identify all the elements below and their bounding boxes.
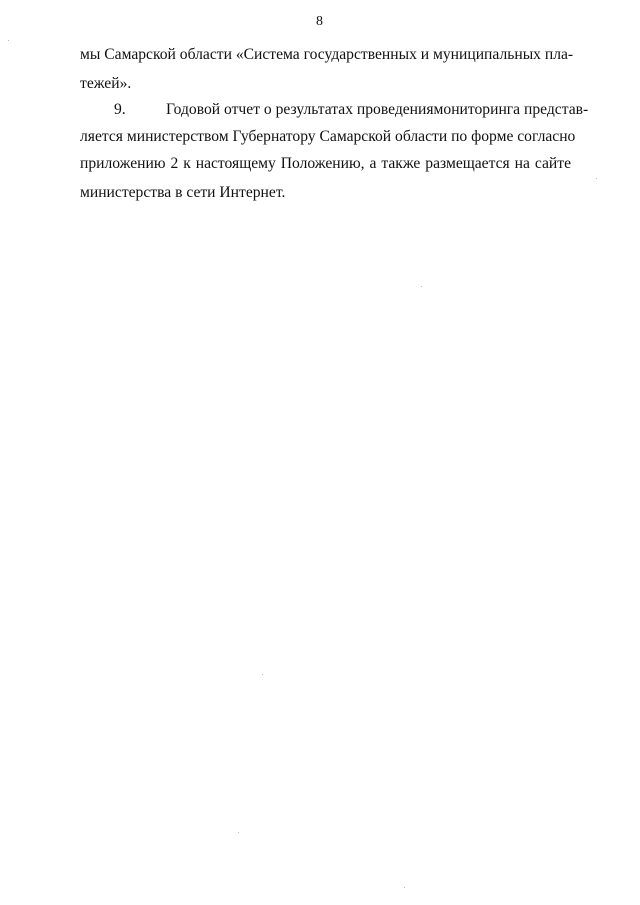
scan-speck xyxy=(262,674,263,675)
text-line: приложению 2 к настоящему Положению, а также размещается на сайте xyxy=(80,155,571,172)
text-line: министерства в сети Интернет. xyxy=(80,184,286,201)
text-line: тежей». xyxy=(80,75,132,92)
scan-speck xyxy=(596,178,597,179)
text-line: Годовой отчет о результатах проведениямониторинга представ- xyxy=(166,101,589,118)
text-line: мы Самарской области «Система государственных и муниципальных пла- xyxy=(80,46,574,63)
text-line: ляется министерством Губернатору Самарской области по форме согласно xyxy=(80,128,576,145)
scan-speck xyxy=(238,832,239,833)
scan-speck xyxy=(404,887,405,888)
paragraph-9-first-line xyxy=(80,100,589,120)
scan-speck xyxy=(8,40,9,41)
paragraph-number: 9. xyxy=(114,101,126,118)
scan-speck xyxy=(421,286,422,287)
page-number: 8 xyxy=(316,14,323,29)
